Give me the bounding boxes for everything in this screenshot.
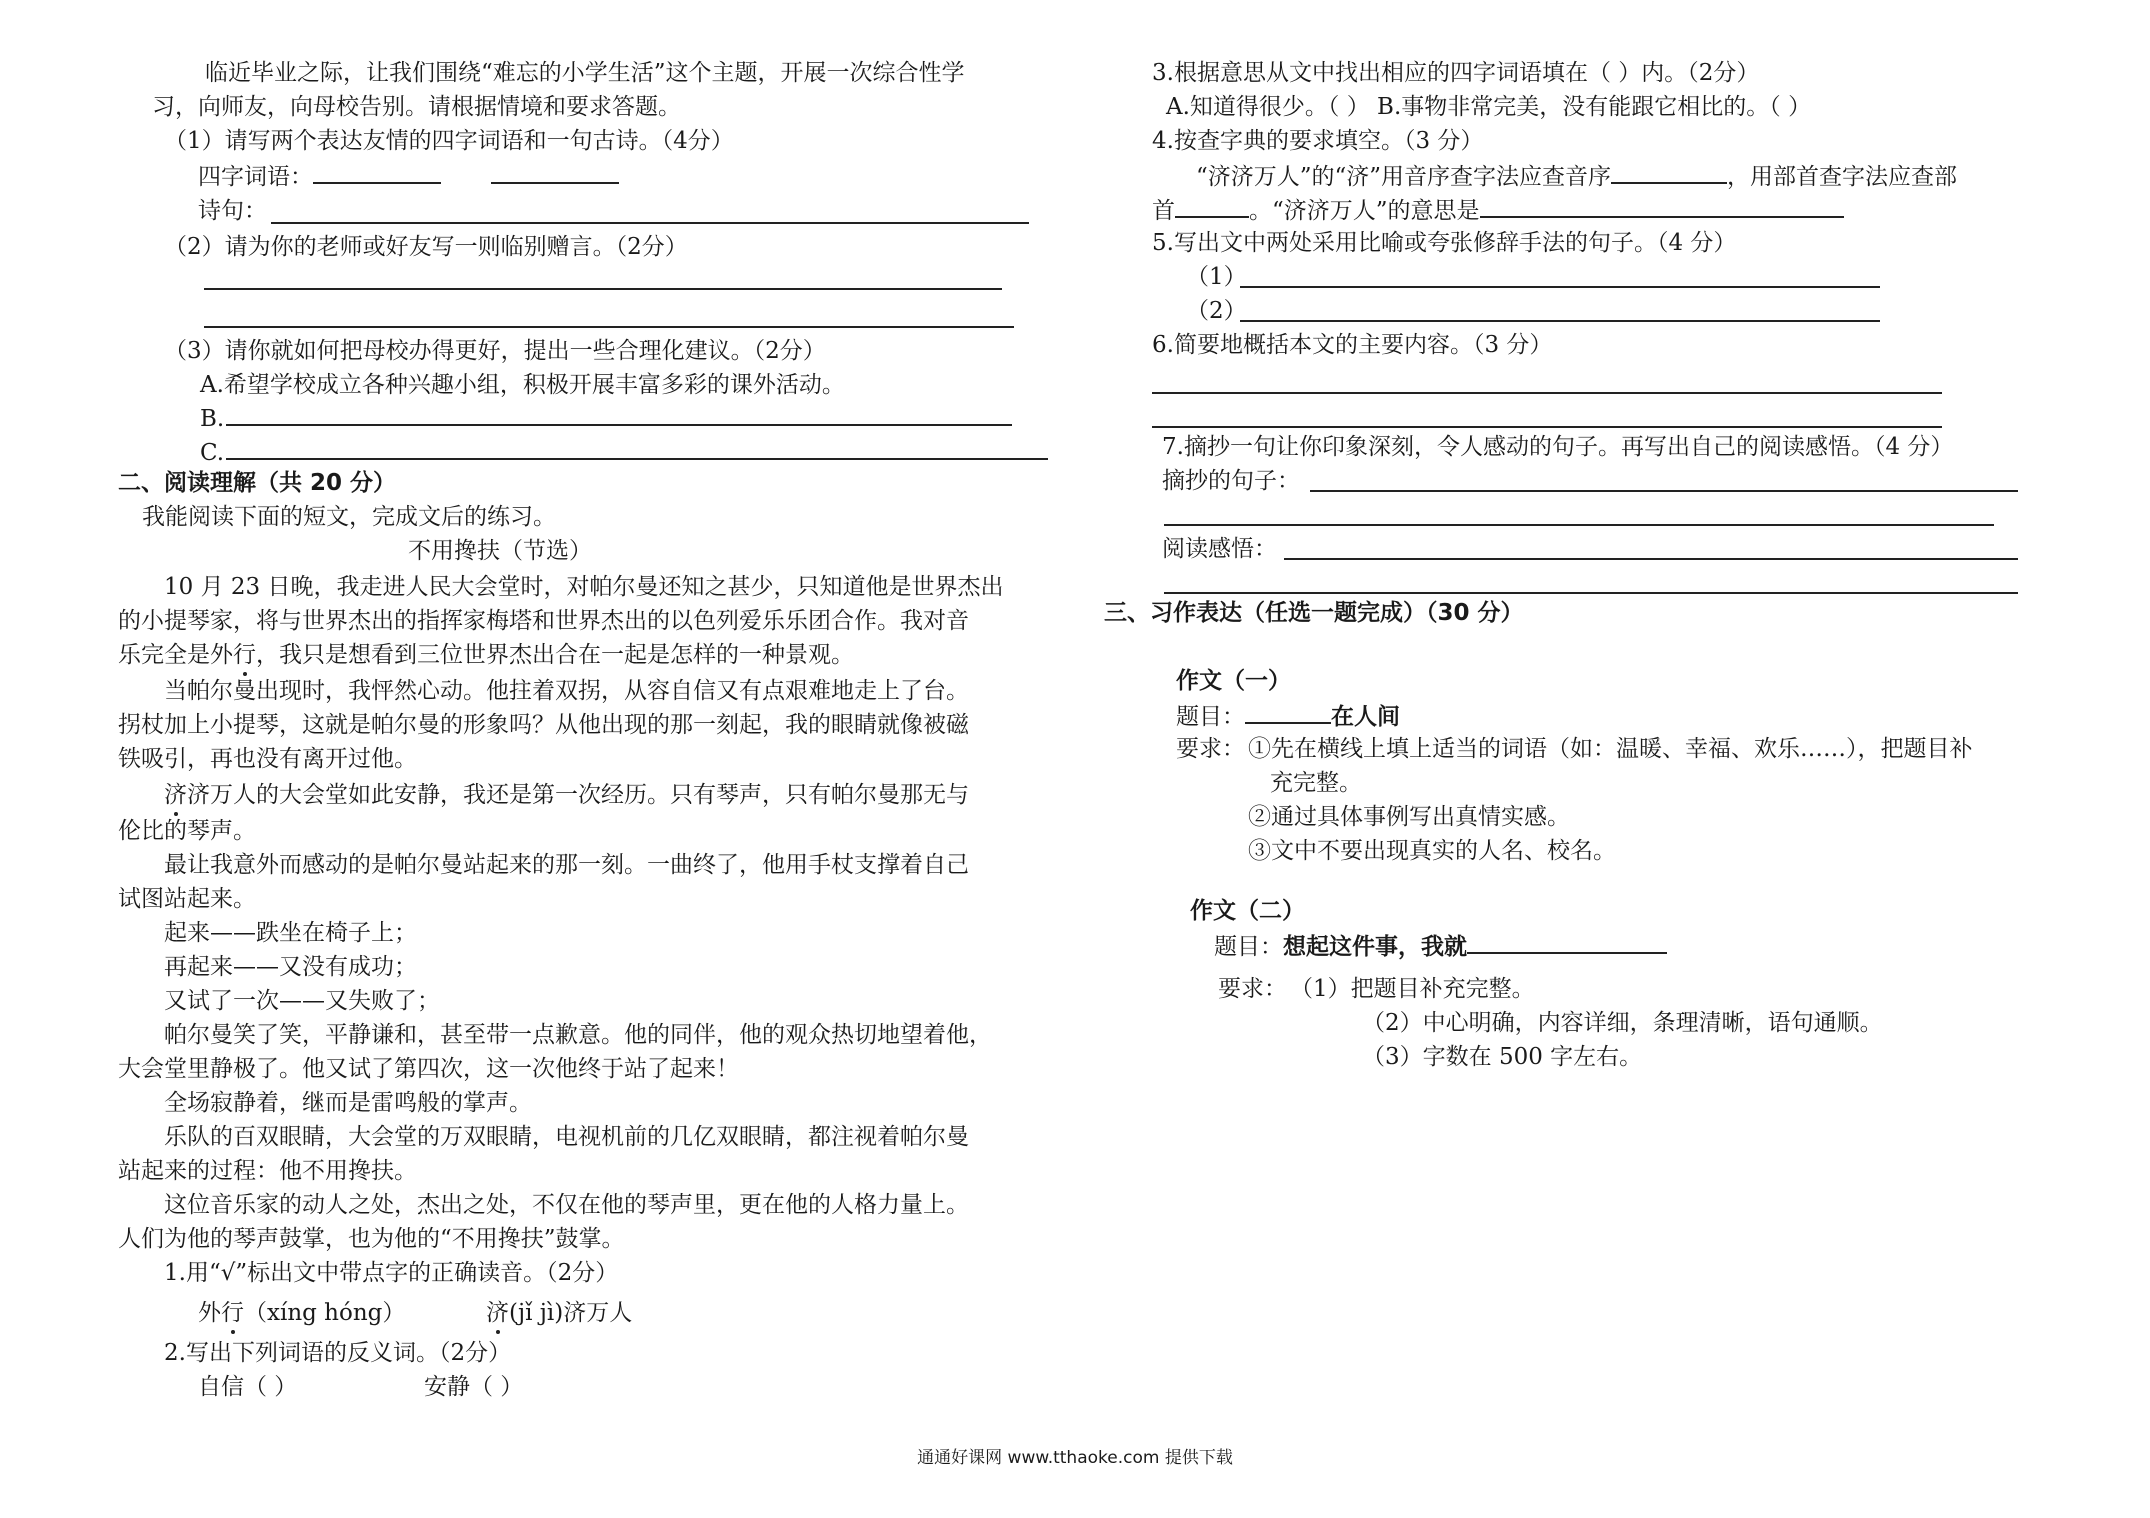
c2-req-3: （3）字数在 500 字左右。	[1362, 1044, 1643, 1070]
passage-p2-line-2: 拐杖加上小提琴，这就是帕尔曼的形象吗？从他出现的那一刻起，我的眼睛就像被磁	[118, 712, 969, 738]
r5-item-1: （1）	[1186, 264, 1247, 290]
r7-feel-label: 阅读感悟：	[1162, 536, 1277, 562]
r5-line-2[interactable]	[1240, 320, 1880, 322]
c1-req-2: ②通过具体事例写出真情实感。	[1248, 804, 1570, 830]
reading-question-2: 2.写出下列词语的反义词。（2分）	[164, 1340, 512, 1366]
passage-p8-line-2: 大会堂里静极了。他又试了第四次，这一次他终于站了起来！	[118, 1056, 739, 1082]
c1-req-label: 要求：	[1176, 736, 1245, 762]
r2-antonym-a: 自信（ ）	[198, 1374, 298, 1400]
passage-p4-line-1: 最让我意外而感动的是帕尔曼站起来的那一刻。一曲终了，他用手杖支撑着自己	[164, 852, 969, 878]
composition-2-topic: 题目：想起这件事，我就	[1214, 930, 1667, 962]
q3-option-b: B.	[200, 406, 225, 432]
q2-answer-line-2[interactable]	[204, 326, 1014, 328]
dotted-char-xing-2: 行	[221, 1300, 244, 1326]
reading-question-5: 5.写出文中两处采用比喻或夸张修辞手法的句子。（4 分）	[1152, 230, 1737, 256]
q2-answer-line-1[interactable]	[204, 288, 1002, 290]
r5-item-2: （2）	[1186, 298, 1247, 324]
r7-copy-line-2[interactable]	[1164, 524, 1994, 526]
question-1: （1）请写两个表达友情的四字词语和一句古诗。（4分）	[164, 128, 734, 154]
r2-antonym-b: 安静（ ）	[424, 1374, 524, 1400]
passage-p8-line-1: 帕尔曼笑了笑，平静谦和，甚至带一点歉意。他的同伴，他的观众热切地望着他，	[164, 1022, 992, 1048]
dotted-char-ji-2: 济	[486, 1300, 509, 1326]
r7-copy-line-1[interactable]	[1310, 490, 2018, 492]
section-2-intro: 我能阅读下面的短文，完成文后的练习。	[142, 504, 556, 530]
c2-req-label: 要求：	[1218, 976, 1287, 1002]
passage-p1-line-2: 的小提琴家，将与世界杰出的指挥家梅塔和世界杰出的以色列爱乐乐团合作。我对音	[118, 608, 969, 634]
q3-option-a: A.希望学校成立各种兴趣小组，积极开展丰富多彩的课外活动。	[200, 372, 845, 398]
passage-p1-line-3: 乐完全是外行，我只是想看到三位世界杰出合在一起是怎样的一种景观。	[118, 642, 854, 668]
c1-topic-blank[interactable]	[1245, 700, 1331, 724]
c1-req-3: ③文中不要出现真实的人名、校名。	[1248, 838, 1616, 864]
passage-p7: 又试了一次——又失败了；	[164, 988, 440, 1014]
passage-p9: 全场寂静着，继而是雷鸣般的掌声。	[164, 1090, 532, 1116]
r6-line-2[interactable]	[1152, 426, 1942, 428]
section-3-heading: 三、习作表达（任选一题完成）（30 分）	[1104, 600, 1524, 626]
r7-feel-line-1[interactable]	[1284, 558, 2018, 560]
passage-p2-line-3: 铁吸引，再也没有离开过他。	[118, 746, 417, 772]
r4-line-1: “济济万人”的“济”用音序查字法应查音序 ，用部首查字法应查部	[1196, 160, 1957, 192]
r4-bushou-blank[interactable]	[1175, 194, 1249, 218]
composition-2-title: 作文（二）	[1190, 898, 1305, 924]
passage-p3-line-2: 伦比的琴声。	[118, 818, 256, 844]
c2-topic-blank[interactable]	[1467, 930, 1667, 954]
q1-poem-line[interactable]	[271, 222, 1029, 224]
c1-req-1: ①先在横线上填上适当的词语（如：温暖、幸福、欢乐……），把题目补	[1248, 736, 1973, 762]
reading-question-1: 1.用“√”标出文中带点字的正确读音。（2分）	[164, 1260, 619, 1286]
passage-p3-line-1: 济济万人的大会堂如此安静，我还是第一次经历。只有琴声，只有帕尔曼那无与	[164, 782, 969, 808]
passage-p5: 起来——跌坐在椅子上；	[164, 920, 417, 946]
r7-feel-line-2[interactable]	[1164, 592, 2018, 594]
footer-source: 通通好课网 www.tthaoke.com 提供下载	[917, 1448, 1233, 1468]
passage-p11-line-2: 人们为他的琴声鼓掌，也为他的“不用搀扶”鼓掌。	[118, 1226, 625, 1252]
intro-line-1: 临近毕业之际，让我们围绕“难忘的小学生活”这个主题，开展一次综合性学	[205, 60, 965, 86]
passage-p1-line-1: 10 月 23 日晚，我走进人民大会堂时，对帕尔曼还知之甚少，只知道他是世界杰出	[164, 574, 1004, 600]
passage-p4-line-2: 试图站起来。	[118, 886, 256, 912]
section-2-heading: 二、阅读理解（共 20 分）	[118, 470, 397, 496]
passage-p6: 再起来——又没有成功；	[164, 954, 417, 980]
passage-p10-line-2: 站起来的过程：他不用搀扶。	[118, 1158, 417, 1184]
intro-line-2: 习，向师友，向母校告别。请根据情境和要求答题。	[152, 94, 681, 120]
q3-b-line[interactable]	[226, 424, 1012, 426]
r5-line-1[interactable]	[1240, 286, 1880, 288]
question-3: （3）请你就如何把母校办得更好，提出一些合理化建议。（2分）	[164, 338, 826, 364]
c2-req-1: （1）把题目补充完整。	[1290, 976, 1535, 1002]
passage-p2-line-1: 当帕尔曼出现时，我怦然心动。他拄着双拐，从容自信又有点艰难地走上了台。	[164, 678, 969, 704]
passage-p10-line-1: 乐队的百双眼睛，大会堂的万双眼睛，电视机前的几亿双眼睛，都注视着帕尔曼	[164, 1124, 969, 1150]
r4-meaning-blank[interactable]	[1480, 194, 1844, 218]
r4-line-2: 首 。“济济万人”的意思是	[1152, 194, 1844, 226]
c2-req-2: （2）中心明确，内容详细，条理清晰，语句通顺。	[1362, 1010, 1883, 1036]
composition-1-title: 作文（一）	[1176, 668, 1291, 694]
r1-option-a: 外行（xíng hóng）	[198, 1300, 406, 1326]
q1-word-blank-2[interactable]	[491, 160, 619, 184]
reading-question-7: 7.摘抄一句让你印象深刻，令人感动的句子。再写出自己的阅读感悟。（4 分）	[1162, 434, 1954, 460]
passage-title: 不用搀扶（节选）	[408, 538, 592, 564]
reading-question-6: 6.简要地概括本文的主要内容。（3 分）	[1152, 332, 1553, 358]
q3-option-c: C.	[200, 440, 225, 466]
q3-c-line[interactable]	[226, 458, 1048, 460]
q1-words-label: 四字词语：	[198, 160, 619, 192]
passage-p11-line-1: 这位音乐家的动人之处，杰出之处，不仅在他的琴声里，更在他的人格力量上。	[164, 1192, 969, 1218]
composition-1-topic: 题目： 在人间	[1176, 700, 1400, 732]
r4-yinxu-blank[interactable]	[1611, 160, 1727, 184]
r7-copy-label: 摘抄的句子：	[1162, 468, 1300, 494]
q1-poem-label: 诗句：	[198, 198, 267, 224]
reading-question-4: 4.按查字典的要求填空。（3 分）	[1152, 128, 1484, 154]
q1-word-blank-1[interactable]	[313, 160, 441, 184]
dotted-char-xing: 行	[233, 642, 256, 668]
question-2: （2）请为你的老师或好友写一则临别赠言。（2分）	[164, 234, 688, 260]
r6-line-1[interactable]	[1152, 392, 1942, 394]
reading-question-3: 3.根据意思从文中找出相应的四字词语填在（ ）内。（2分）	[1152, 60, 1760, 86]
c1-req-1-cont: 充完整。	[1270, 770, 1362, 796]
r3-options: A.知道得很少。（ ） B.事物非常完美，没有能跟它相比的。（ ）	[1166, 94, 1812, 120]
r1-option-b: 济(jǐ jì)济万人	[486, 1300, 633, 1326]
dotted-char-ji: 济	[164, 782, 187, 808]
